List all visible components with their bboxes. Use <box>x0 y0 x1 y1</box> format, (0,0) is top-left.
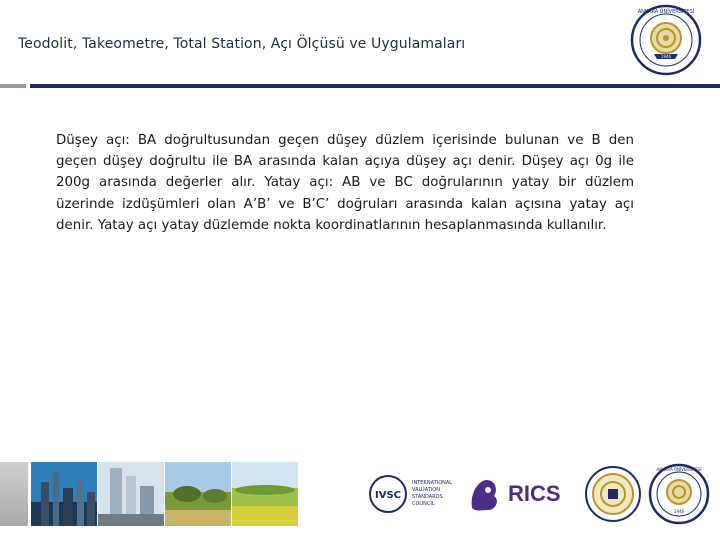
ivsc-logo <box>368 462 460 526</box>
countryside-photo <box>165 462 231 526</box>
seal-logo-1 <box>584 462 644 526</box>
content-paragraph: Düşey açı: BA doğrultusundan geçen düşey düzlem içerisinde bulunan ve B den geçen düşey doğrultu ile BA arasında kalan açıya düşey açı denir. Düşey açı 0g ile 200g arasında değerler alır. Yatay açı: AB ve BC doğrularının yatay bir düzlem üzerinde izdüşümleri olan A’B’ ve B’C’ doğruları arasında kalan açısına yatay açı denir. Yatay açı yatay düzlemde nokta koordinatlarının hesaplanmasında kullanılır. <box>56 133 634 233</box>
ivsc-name-line: INTERNATIONAL <box>412 480 453 486</box>
header-divider-gray <box>0 84 26 88</box>
university-logo <box>626 4 706 76</box>
university-seal-icon <box>648 463 710 525</box>
seal2-ring-text: ANKARA ÜNİVERSİTESİ <box>656 467 702 472</box>
city-skyline-photo <box>31 462 97 526</box>
seal-logo-2 <box>648 462 712 526</box>
rics-name: RICS <box>508 481 561 506</box>
footer-gray-strip <box>0 462 28 526</box>
slide-title: Teodolit, Takeometre, Total Station, Açı Ölçüsü ve Uygulamaları <box>18 36 466 52</box>
logo-year: 1946 <box>660 54 672 59</box>
seal-emblem-icon <box>584 465 642 523</box>
rics-logo <box>466 462 580 526</box>
ivsc-name-line: VALUATION <box>412 487 440 493</box>
ivsc-abbr: IVSC <box>374 490 402 501</box>
tower-buildings-photo <box>98 462 164 526</box>
seal2-year: 1946 <box>673 509 685 514</box>
rics-lion-icon <box>466 474 502 514</box>
meadow-photo <box>232 462 298 526</box>
ivsc-name-line: STANDARDS <box>412 494 443 500</box>
ivsc-emblem-icon <box>368 474 408 514</box>
ivsc-name-line: COUNCIL <box>412 501 435 507</box>
ivsc-name <box>412 480 452 508</box>
logo-ring-text: ANKARA ÜNİVERSİTESİ <box>637 9 695 15</box>
header-divider-accent <box>30 84 720 88</box>
